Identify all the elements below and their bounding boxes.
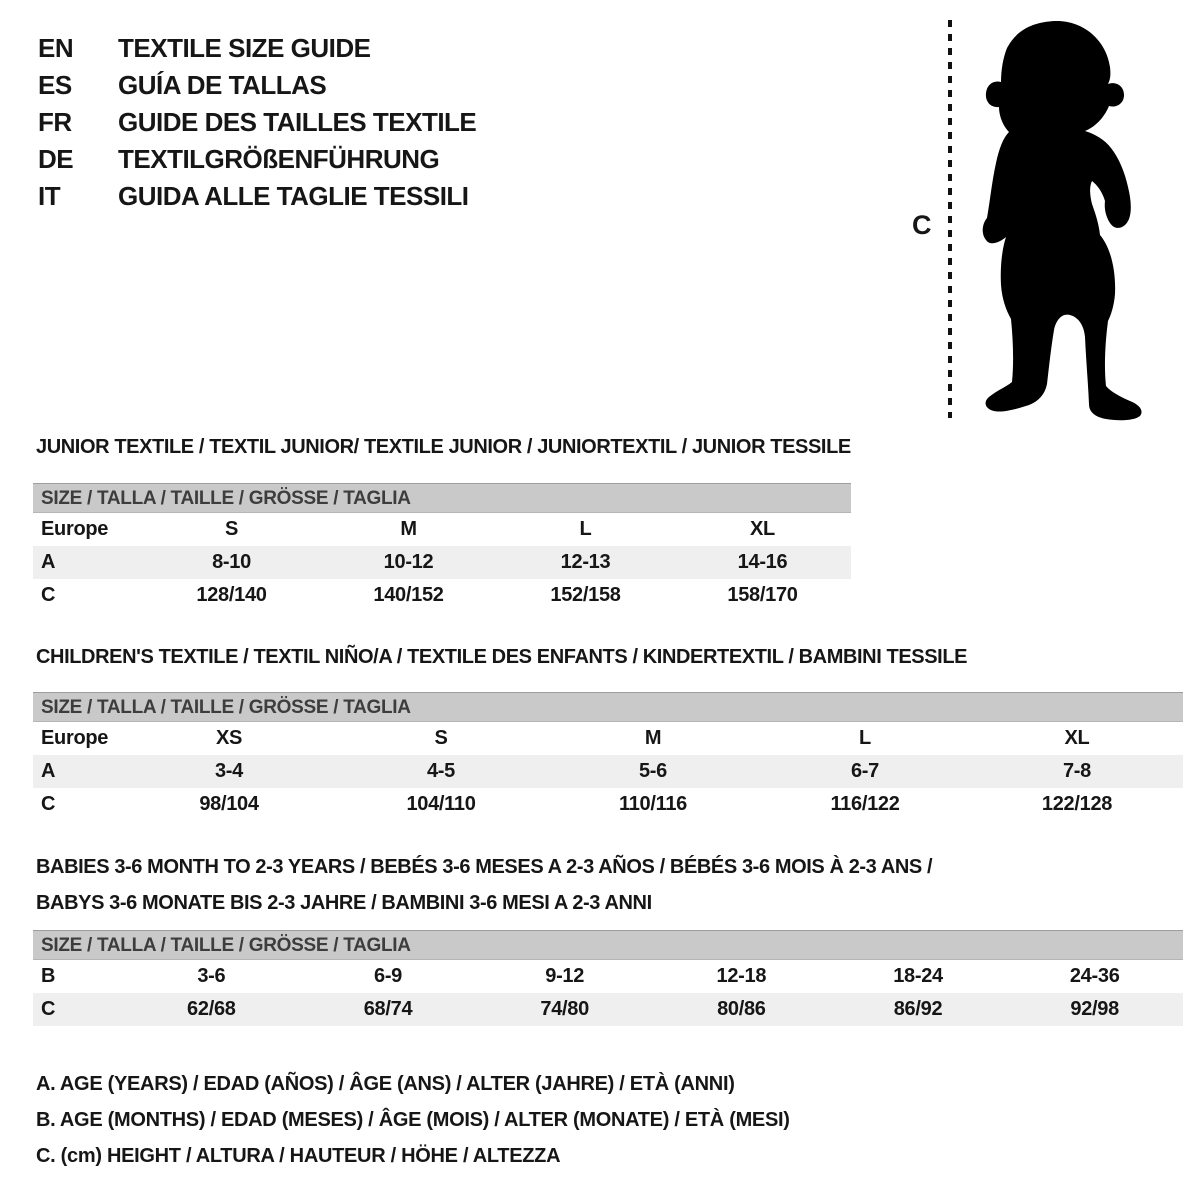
table-cell: 4-5 [426, 760, 455, 782]
table-cell: 80/86 [717, 998, 766, 1020]
table-cell: L [579, 518, 592, 540]
row-label: Europe [41, 727, 109, 749]
table-cell: S [224, 518, 239, 540]
table-cell: 74/80 [540, 998, 589, 1020]
children-size-table [33, 692, 1183, 821]
table-cell: 12-18 [716, 965, 767, 987]
lang-label: GUÍA DE TALLAS [118, 70, 327, 100]
table-cell: 12-13 [560, 551, 611, 573]
table-cell: 6-9 [374, 965, 403, 987]
lang-code: EN [38, 33, 74, 63]
size-header-bar: SIZE / TALLA / TAILLE / GRÖSSE / TAGLIA [33, 930, 1183, 960]
table-cell: 104/110 [406, 793, 476, 815]
table-cell: M [400, 518, 417, 540]
table-cell: 68/74 [363, 998, 413, 1020]
table-cell: 9-12 [545, 965, 585, 987]
row-label: C [41, 793, 56, 815]
row-label: A [41, 760, 56, 782]
children-section-title: CHILDREN'S TEXTILE / TEXTIL NIÑO/A / TEXTILE DES ENFANTS / KINDERTEXTIL / BAMBINI TESSILE [36, 646, 968, 668]
legend-line-a: A. AGE (YEARS) / EDAD (AÑOS) / ÂGE (ANS) / ALTER (JAHRE) / ETÀ (ANNI) [36, 1073, 735, 1095]
table-cell: XL [750, 518, 775, 540]
table-row-height [33, 788, 1183, 821]
table-cell: S [434, 727, 448, 749]
table-row-height [33, 579, 851, 612]
table-cell: 86/92 [893, 998, 943, 1020]
junior-size-table [33, 483, 851, 612]
row-label: C [41, 584, 56, 606]
lang-label: GUIDE DES TAILLES TEXTILE [118, 107, 477, 137]
lang-label: TEXTILGRÖßENFÜHRUNG [118, 144, 440, 174]
table-cell: 98/104 [199, 793, 259, 815]
table-cell: XL [1064, 727, 1090, 749]
lang-code: ES [38, 70, 72, 100]
height-measure-dashed-line [948, 20, 952, 418]
table-cell: 140/152 [373, 584, 444, 606]
legend-line-c: C. (cm) HEIGHT / ALTURA / HAUTEUR / HÖHE / ALTEZZA [36, 1145, 561, 1167]
table-row-age [33, 546, 851, 579]
toddler-silhouette-icon [958, 14, 1148, 426]
table-cell: 158/170 [727, 584, 798, 606]
size-header-bar: SIZE / TALLA / TAILLE / GRÖSSE / TAGLIA [33, 483, 851, 513]
table-cell: XS [215, 727, 243, 749]
lang-code: IT [38, 181, 61, 211]
measure-legend [36, 1066, 790, 1174]
table-cell: M [644, 727, 662, 749]
height-measure-label: C [912, 210, 932, 240]
table-cell: 8-10 [212, 551, 251, 573]
table-cell: 18-24 [893, 965, 943, 987]
table-cell: 110/116 [619, 793, 687, 815]
row-label: B [41, 965, 56, 987]
table-row-age [33, 755, 1183, 788]
lang-row-it [38, 178, 476, 215]
table-cell: 128/140 [196, 584, 267, 606]
junior-section-title: JUNIOR TEXTILE / TEXTIL JUNIOR/ TEXTILE JUNIOR / JUNIORTEXTIL / JUNIOR TESSILE [36, 436, 851, 458]
table-cell: 5-6 [638, 760, 667, 782]
table-cell: 24-36 [1069, 965, 1120, 987]
table-cell: 92/98 [1070, 998, 1119, 1020]
lang-code: DE [38, 144, 74, 174]
table-row-europe [33, 722, 1183, 755]
row-label: C [41, 998, 56, 1020]
babies-section-title [36, 849, 1136, 921]
table-cell: 6-7 [850, 760, 879, 782]
table-cell: L [859, 727, 871, 749]
table-cell: 14-16 [737, 551, 788, 573]
lang-row-en [38, 30, 476, 67]
lang-label: GUIDA ALLE TAGLIE TESSILI [118, 181, 469, 211]
table-cell: 3-6 [197, 965, 226, 987]
table-cell: 7-8 [1062, 760, 1091, 782]
legend-line-b: B. AGE (MONTHS) / EDAD (MESES) / ÂGE (MOIS) / ALTER (MONATE) / ETÀ (MESI) [36, 1109, 790, 1131]
lang-row-de [38, 141, 476, 178]
row-label: Europe [41, 518, 109, 540]
lang-code: FR [38, 107, 72, 137]
babies-title-line1: BABIES 3-6 MONTH TO 2-3 YEARS / BEBÉS 3-6 MESES A 2-3 AÑOS / BÉBÉS 3-6 MOIS À 2-3 ANS / [36, 856, 933, 878]
table-cell: 10-12 [383, 551, 434, 573]
babies-size-table [33, 930, 1183, 1026]
lang-label: TEXTILE SIZE GUIDE [118, 33, 371, 63]
babies-title-line2: BABYS 3-6 MONATE BIS 2-3 JAHRE / BAMBINI 3-6 MESI A 2-3 ANNI [36, 892, 652, 914]
language-title-block [38, 30, 476, 215]
table-row-height [33, 993, 1183, 1026]
row-label: A [41, 551, 56, 573]
table-cell: 116/122 [830, 793, 900, 815]
table-cell: 62/68 [187, 998, 236, 1020]
table-row-months [33, 960, 1183, 993]
lang-row-es [38, 67, 476, 104]
table-cell: 122/128 [1041, 793, 1113, 815]
lang-row-fr [38, 104, 476, 141]
table-cell: 3-4 [214, 760, 243, 782]
table-row-europe [33, 513, 851, 546]
size-header-bar: SIZE / TALLA / TAILLE / GRÖSSE / TAGLIA [33, 692, 1183, 722]
table-cell: 152/158 [550, 584, 621, 606]
